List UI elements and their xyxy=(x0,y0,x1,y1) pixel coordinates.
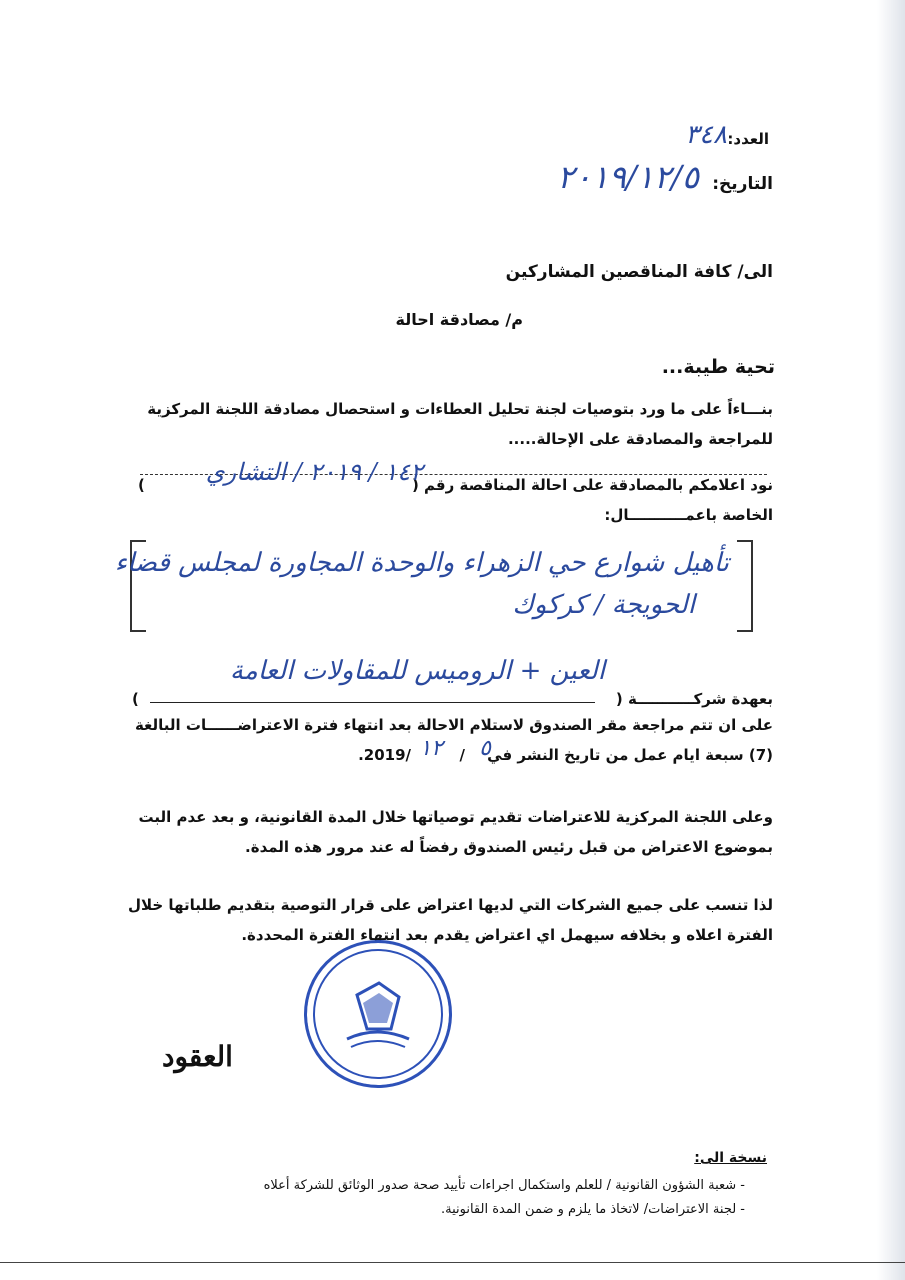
company-handwritten: العين + الروميس للمقاولات العامة xyxy=(229,656,605,686)
project-bracket-right xyxy=(737,540,753,632)
company-underline xyxy=(150,702,595,703)
recipient: الى/ كافة المناقصين المشاركين xyxy=(505,262,773,282)
number-value: ٣٤٨ xyxy=(685,120,727,150)
paragraph-3-line-1: على ان تتم مراجعة مقر الصندوق لاستلام الاحالة بعد انتهاء فترة الاعتراضــــــات البالغة xyxy=(134,716,773,734)
paragraph-5-line-1: لذا تنسب على جميع الشركات التي لديها اعتراض على قرار التوصية بتقديم طلباتها خلال xyxy=(128,896,773,914)
company-label: بعهدة شركـــــــــــة ( xyxy=(615,690,773,708)
official-stamp xyxy=(304,940,452,1088)
copy-to-item: - لجنة الاعتراضات/ لاتخاذ ما يلزم و ضمن المدة القانونية. xyxy=(440,1202,745,1217)
copy-to-item: - شعبة الشؤون القانونية / للعلم واستكمال اجراءات تأييد صحة صدور الوثائق للشركة أعلاه xyxy=(263,1178,745,1193)
date-value: ٢٠١٩/١٢/٥ xyxy=(557,158,699,196)
tender-close-paren: ) xyxy=(138,476,145,494)
paragraph-4-line-2: بموضوع الاعتراض من قبل رئيس الصندوق رفضاً له عند مرور هذه المدة. xyxy=(245,838,773,856)
bottom-edge-line xyxy=(0,1262,905,1263)
paragraph-2-line-2: الخاصة باعمـــــــــــال: xyxy=(604,506,773,524)
date-separator: / xyxy=(459,746,465,764)
scan-edge-shadow xyxy=(877,0,905,1280)
paragraph-5-line-2: الفترة اعلاه و بخلافه سيهمل اي اعتراض يقدم بعد انتهاء الفترة المحددة. xyxy=(241,926,773,944)
paragraph-4-line-1: وعلى اللجنة المركزية للاعتراضات تقديم توصياتها خلال المدة القانونية، و بعد عدم البت xyxy=(138,808,773,826)
copy-to-title: نسخة الى: xyxy=(694,1150,767,1166)
tender-number-handwritten: ١٤٢ / ٢٠١٩ / التشاري xyxy=(205,458,423,486)
stamp-emblem-icon xyxy=(307,943,449,1085)
publish-day-handwritten: ٥ xyxy=(479,736,491,761)
paragraph-3-line-2: (7) سبعة ايام عمل من تاريخ النشر في xyxy=(487,746,773,764)
publish-month-handwritten: ١٢ xyxy=(419,736,443,761)
paragraph-1-line-1: بنـــاءاً على ما ورد بتوصيات لجنة تحليل العطاءات و استحصال مصادقة اللجنة المركزية xyxy=(147,400,773,418)
subject: م/ مصادقة احالة xyxy=(395,310,523,329)
signature-department: العقود xyxy=(162,1040,233,1073)
greeting: تحية طيبة... xyxy=(661,356,775,378)
publish-year: /2019. xyxy=(358,746,411,764)
project-handwritten-line-1: تأهيل شوارع حي الزهراء والوحدة المجاورة لمجلس قضاء xyxy=(114,548,729,578)
paragraph-1-line-2: للمراجعة والمصادقة على الإحالة..... xyxy=(507,430,773,448)
date-label: التاريخ: xyxy=(712,174,773,194)
number-label: العدد: xyxy=(727,130,769,148)
company-close-paren: ) xyxy=(132,690,139,708)
paragraph-2-line-1: نود اعلامكم بالمصادقة على احالة المناقصة رقم ( xyxy=(411,476,773,494)
project-handwritten-line-2: الحويجة / كركوك xyxy=(512,590,695,620)
